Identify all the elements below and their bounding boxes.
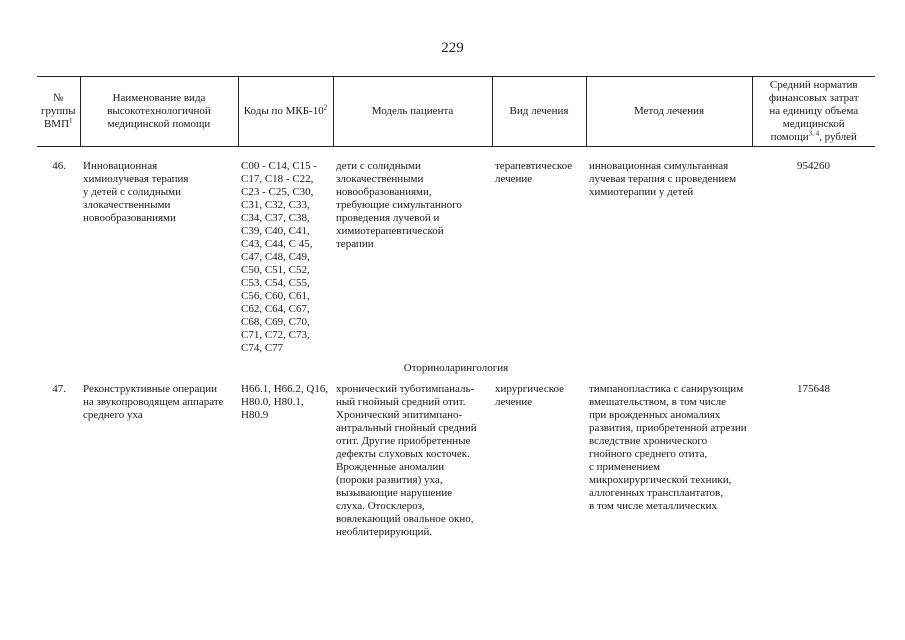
icd-codes: C00 - C14, C15 - C17, C18 - C22, C23 - C25, C30, C31, C32, C33, C34, C37, C38, C39, C40, C41, C43, C44, C 45, C47, C48, C49, C50, C51, C52, C53, C54, C55, C56, C60, C61, C62, C64, C67, C68, C69, C70, C71, C72, C73, C74, C77 [241,160,318,354]
patient-model: хронический туботимпаналь- ный гнойный средний отит. Хронический эпитимпано- антральный гнойный средний отит. Другие приобретенные дефекты слуховых косточек. Врожденные аномалии (пороки развития) уха, вызывающие нарушение слуха. Отосклероз, вовлекающий овальное окно, необлитерирующий. [336,383,477,538]
icd-codes: H66.1, H66.2, Q16, H80.0, H80.1, H80.9 [241,383,329,421]
table-row [37,160,875,355]
section-row [37,355,875,383]
care-type-name: Реконструктивные операции на звукопроводящем аппарате среднего уха [83,383,224,421]
header-icd-codes: Коды по МКБ-$10^2$ [238,77,333,147]
header-cost-norm: Средний норматив финансовых затрат на единицу объема медицинской помощи$^{3, 4}$, рублей [752,77,875,147]
group-number: 46. [52,160,66,172]
section-title: Оториноларингология [403,362,509,374]
page-number: 229 [441,40,464,56]
care-type-name: Инновационная химиолучевая терапия у детей с солидными злокачественными новообразованиями [83,160,189,224]
group-number: 47. [52,383,66,395]
header-group-number: № группы ВМП$^1$ [37,77,80,147]
vmp-table [37,76,875,539]
cost-norm: 954260 [797,160,830,172]
header-treatment-type: Вид лечения [492,77,586,147]
treatment-method: инновационная симультанная лучевая терапия с проведением химиотерапии у детей [589,160,737,198]
header-treatment-method: Метод лечения [586,77,752,147]
header-care-type-name: Наименование вида высокотехнологичной медицинской помощи [80,77,238,147]
treatment-method: тимпанопластика с санирующим вмешательством, в том числе при врожденных аномалиях развития, приобретенной атрезии вследствие хронического гнойного среднего отита, с применением микрохирургической техники, аллогенных трансплантатов, в том числе металлических [589,383,747,512]
table-row [37,383,875,539]
treatment-type: хирургическое лечение [495,383,565,408]
cost-norm: 175648 [797,383,830,395]
table-header-row [37,77,875,147]
spacer-row [37,147,875,161]
patient-model: дети с солидными злокачественными новообразованиями, требующие симультанного проведения лучевой и химиотерапевтической терапии [336,160,462,250]
header-patient-model: Модель пациента [333,77,492,147]
treatment-type: терапевтическое лечение [495,160,573,185]
